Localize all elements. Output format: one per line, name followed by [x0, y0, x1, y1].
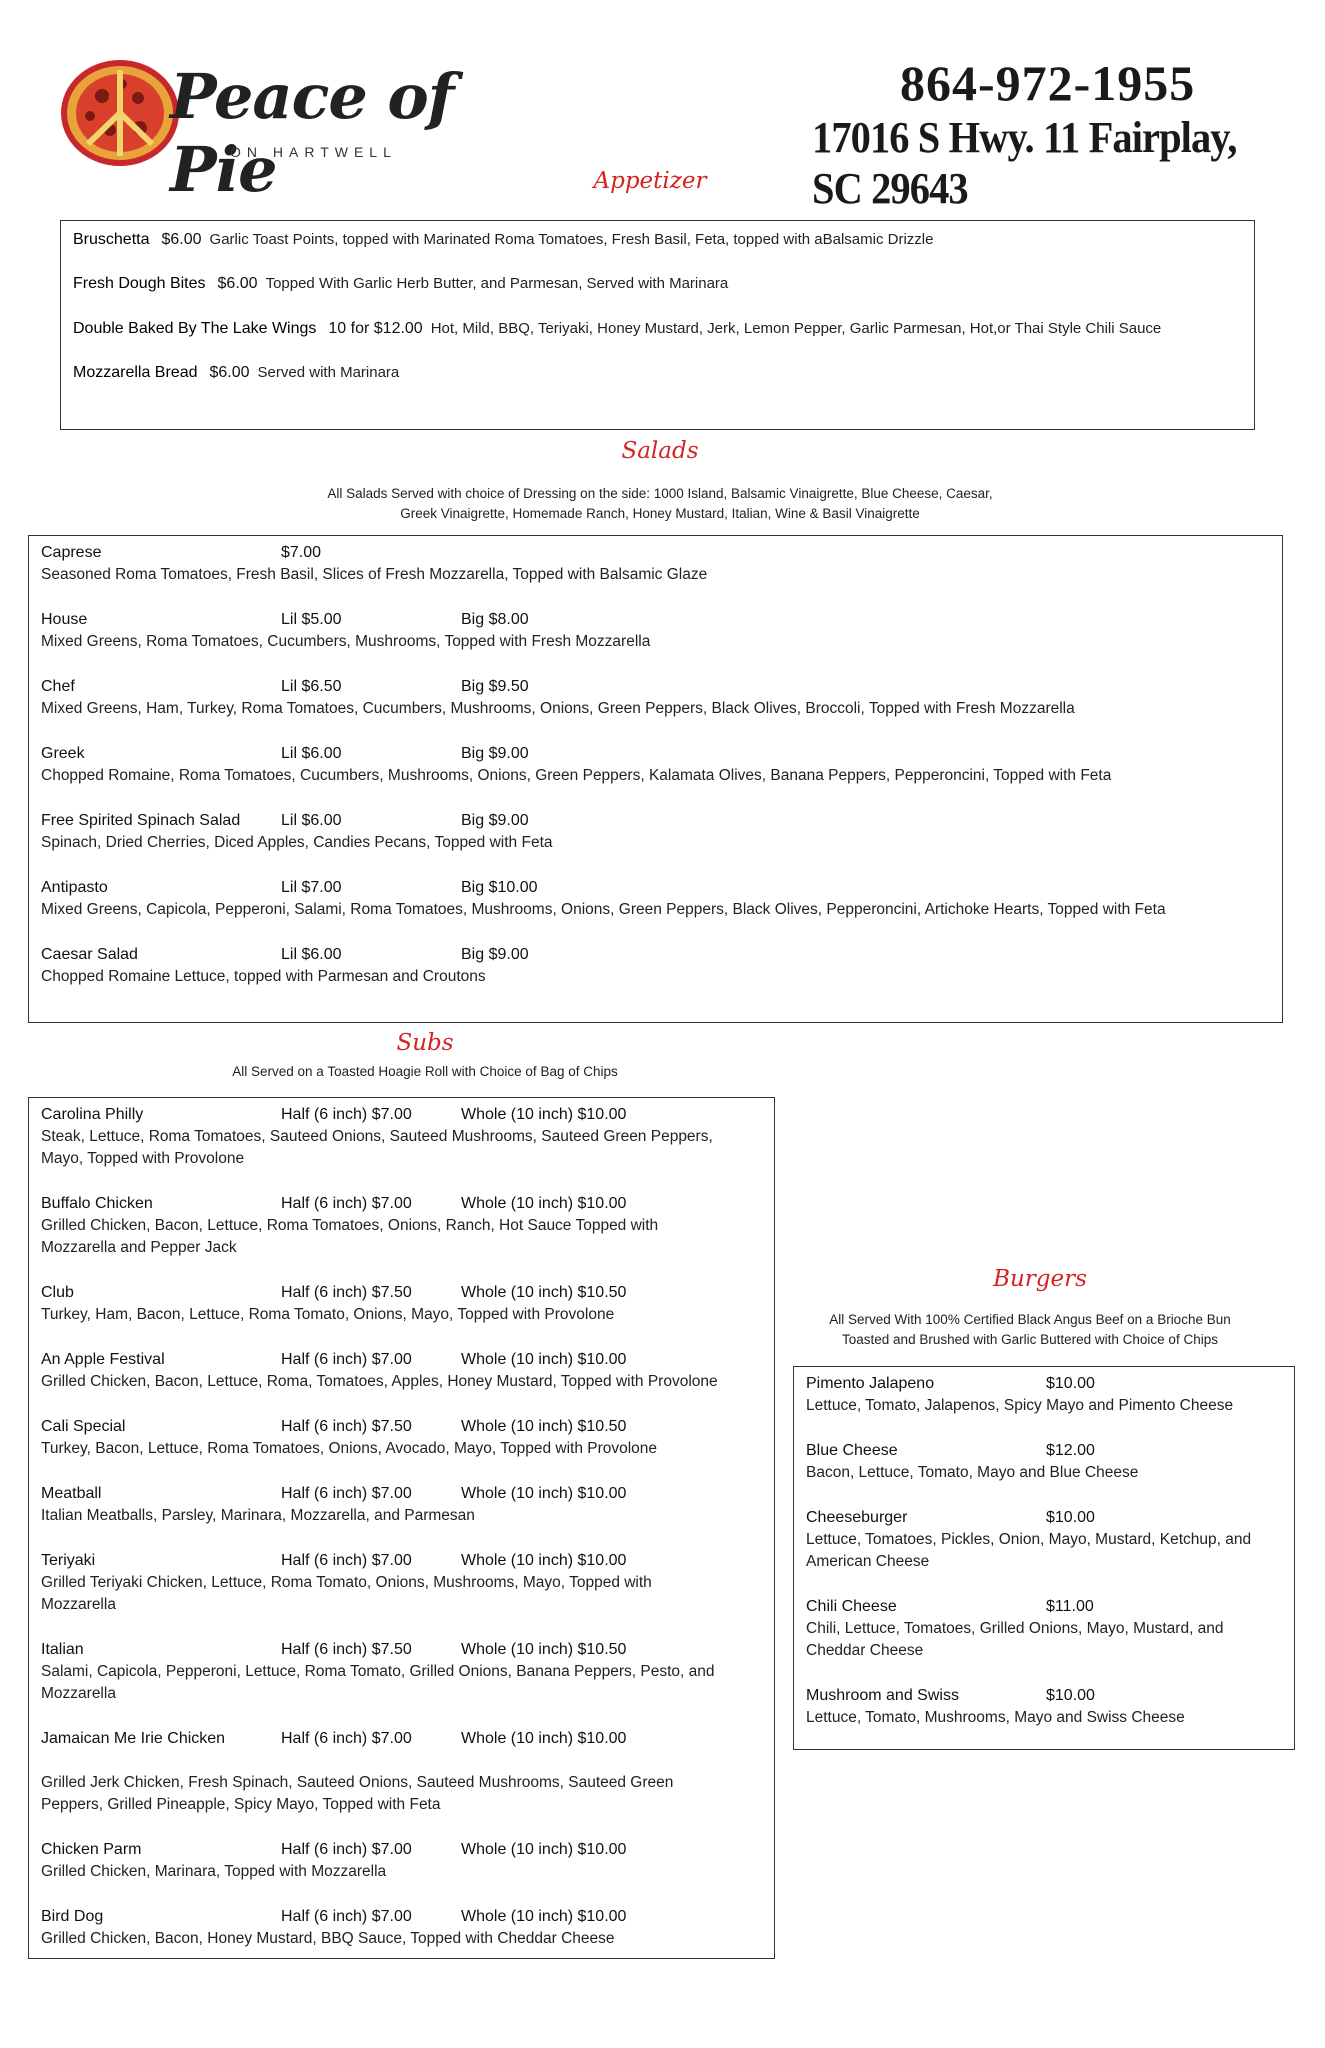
address: 17016 S Hwy. 11 Fairplay, SC 29643	[812, 113, 1237, 213]
item-desc-1: Italian Meatballs, Parsley, Marinara, Mozzarella, and Parmesan	[41, 1507, 475, 1524]
item-price-big: Big $9.00	[461, 812, 529, 829]
item-price-small: Lil $6.00	[281, 946, 342, 963]
list-item	[41, 877, 1270, 921]
list-item	[41, 1349, 762, 1393]
item-name: An Apple Festival	[41, 1351, 165, 1368]
item-desc-1: Grilled Jerk Chicken, Fresh Spinach, Sauteed Onions, Sauteed Mushrooms, Sauteed Green	[41, 1774, 674, 1791]
item-price-whole: Whole (10 inch) $10.00	[461, 1195, 627, 1212]
item-desc-1: Lettuce, Tomato, Jalapenos, Spicy Mayo and Pimento Cheese	[806, 1397, 1234, 1414]
item-price-half: Half (6 inch) $7.00	[281, 1841, 412, 1858]
item-desc-1: Steak, Lettuce, Roma Tomatoes, Sauteed Onions, Sauteed Mushrooms, Sauteed Green Peppers,	[41, 1128, 713, 1145]
item-name: Carolina Philly	[41, 1106, 144, 1123]
subs-title: Subs	[396, 1030, 454, 1056]
item-price-big: Big $9.00	[461, 946, 529, 963]
logo-text: Peace of Pie	[170, 60, 454, 206]
item-price-half: Half (6 inch) $7.00	[281, 1908, 412, 1925]
item-desc-1: Grilled Teriyaki Chicken, Lettuce, Roma Tomato, Onions, Mushrooms, Mayo, Topped with	[41, 1574, 652, 1591]
item-price-whole: Whole (10 inch) $10.00	[461, 1485, 627, 1502]
list-item	[73, 275, 1242, 293]
item-desc: Mixed Greens, Capicola, Pepperoni, Salami, Roma Tomatoes, Mushrooms, Onions, Green Peppers, Black Olives, Pepperoncini, Artichoke Hearts, Topped with Feta	[41, 901, 1166, 918]
item-price-whole: Whole (10 inch) $10.00	[461, 1841, 627, 1858]
item-name: House	[41, 611, 88, 628]
list-item	[41, 944, 1270, 988]
item-name: Chef	[41, 678, 75, 695]
item-desc-2: American Cheese	[806, 1553, 930, 1570]
item-desc-1: Grilled Chicken, Bacon, Lettuce, Roma, Tomatoes, Apples, Honey Mustard, Topped with Provolone	[41, 1373, 718, 1390]
item-desc-1: Bacon, Lettuce, Tomato, Mayo and Blue Cheese	[806, 1464, 1139, 1481]
item-desc: Mixed Greens, Ham, Turkey, Roma Tomatoes, Cucumbers, Mushrooms, Onions, Green Peppers, Black Olives, Broccoli, Topped with Fresh Mozzarella	[41, 700, 1075, 717]
item-desc-1: Grilled Chicken, Marinara, Topped with Mozzarella	[41, 1863, 387, 1880]
item-name: Caprese	[41, 544, 102, 561]
item-desc: Spinach, Dried Cherries, Diced Apples, Candies Pecans, Topped with Feta	[41, 834, 553, 851]
item-name: Meatball	[41, 1485, 102, 1502]
item-price-whole: Whole (10 inch) $10.50	[461, 1284, 627, 1301]
item-desc: Chopped Romaine Lettuce, topped with Parmesan and Croutons	[41, 968, 486, 985]
subs-note: All Served on a Toasted Hoagie Roll with Choice of Bag of Chips	[232, 1064, 618, 1079]
item-price-half: Half (6 inch) $7.00	[281, 1351, 412, 1368]
item-price-half: Half (6 inch) $7.00	[281, 1485, 412, 1502]
item-desc-1: Turkey, Ham, Bacon, Lettuce, Roma Tomato, Onions, Mayo, Topped with Provolone	[41, 1306, 615, 1323]
item-desc-2: Cheddar Cheese	[806, 1642, 924, 1659]
list-item	[41, 1104, 762, 1170]
item-desc: Seasoned Roma Tomatoes, Fresh Basil, Slices of Fresh Mozzarella, Topped with Balsamic Glaze	[41, 566, 708, 583]
salads-note-1: All Salads Served with choice of Dressing on the side: 1000 Island, Balsamic Vinaigrette, Blue Cheese, Caesar,	[327, 486, 993, 501]
item-price-half: Half (6 inch) $7.00	[281, 1552, 412, 1569]
item-name: Cali Special	[41, 1418, 126, 1435]
item-price-big: Big $9.50	[461, 678, 529, 695]
item-desc-1: Turkey, Bacon, Lettuce, Roma Tomatoes, Onions, Avocado, Mayo, Topped with Provolone	[41, 1440, 658, 1457]
list-item	[41, 542, 1270, 586]
item-desc-2: Mozzarella and Pepper Jack	[41, 1239, 237, 1256]
item-price: $6.00	[209, 364, 250, 381]
item-name: Mozzarella Bread	[73, 364, 198, 381]
item-price-whole: Whole (10 inch) $10.00	[461, 1730, 627, 1747]
salads-box	[28, 535, 1283, 1023]
item-price-whole: Whole (10 inch) $10.50	[461, 1418, 627, 1435]
item-price-small: Lil $6.00	[281, 745, 342, 762]
item-price-small: Lil $5.00	[281, 611, 342, 628]
item-name: Italian	[41, 1641, 84, 1658]
item-desc: Garlic Toast Points, topped with Marinated Roma Tomatoes, Fresh Basil, Feta, topped with aBalsamic Drizzle	[209, 231, 934, 248]
item-name: Cheeseburger	[806, 1509, 908, 1526]
item-name: Teriyaki	[41, 1552, 96, 1569]
list-item	[73, 364, 1242, 382]
salads-note-2: Greek Vinaigrette, Homemade Ranch, Honey Mustard, Italian, Wine & Basil Vinaigrette	[400, 506, 920, 521]
list-item	[41, 1728, 762, 1816]
list-item	[41, 1483, 762, 1527]
salads-title: Salads	[621, 438, 699, 464]
logo	[60, 58, 500, 206]
list-item	[41, 676, 1270, 720]
item-price: $12.00	[1046, 1442, 1095, 1459]
item-desc-1: Salami, Capicola, Pepperoni, Lettuce, Roma Tomato, Grilled Onions, Banana Peppers, Pesto, and	[41, 1663, 715, 1680]
list-item	[806, 1507, 1282, 1573]
item-name: Jamaican Me Irie Chicken	[41, 1730, 226, 1747]
item-price-whole: Whole (10 inch) $10.00	[461, 1552, 627, 1569]
item-price-half: Half (6 inch) $7.50	[281, 1284, 412, 1301]
list-item	[41, 743, 1270, 787]
item-price-whole: Whole (10 inch) $10.00	[461, 1351, 627, 1368]
list-item	[41, 1416, 762, 1460]
item-price-small: $7.00	[281, 544, 322, 561]
item-name: Mushroom and Swiss	[806, 1687, 959, 1704]
item-desc-1: Grilled Chicken, Bacon, Honey Mustard, BBQ Sauce, Topped with Cheddar Cheese	[41, 1930, 615, 1947]
item-desc-1: Lettuce, Tomato, Mushrooms, Mayo and Swiss Cheese	[806, 1709, 1185, 1726]
item-price: $11.00	[1046, 1598, 1094, 1615]
phone-number: 864-972-1955	[900, 55, 1196, 111]
item-price-big: Big $8.00	[461, 611, 529, 628]
item-desc-2: Mozzarella	[41, 1596, 116, 1613]
burgers-note-2: Toasted and Brushed with Garlic Buttered with Choice of Chips	[842, 1332, 1218, 1347]
list-item	[806, 1596, 1282, 1662]
list-item	[41, 1906, 762, 1950]
list-item	[41, 1282, 762, 1326]
list-item	[41, 1550, 762, 1616]
item-name: Caesar Salad	[41, 946, 138, 963]
item-name: Antipasto	[41, 879, 108, 896]
item-price-small: Lil $7.00	[281, 879, 342, 896]
list-item	[41, 810, 1270, 854]
item-price: $6.00	[161, 231, 202, 248]
item-price: $10.00	[1046, 1375, 1095, 1392]
burgers-title: Burgers	[993, 1266, 1087, 1292]
item-price: $10.00	[1046, 1687, 1095, 1704]
item-desc-1: Chili, Lettuce, Tomatoes, Grilled Onions, Mayo, Mustard, and	[806, 1620, 1224, 1637]
item-price: 10 for $12.00	[328, 320, 423, 337]
list-item	[41, 1193, 762, 1259]
pizza-logo-icon	[60, 58, 180, 168]
item-name: Pimento Jalapeno	[806, 1375, 935, 1392]
item-desc: Hot, Mild, BBQ, Teriyaki, Honey Mustard, Jerk, Lemon Pepper, Garlic Parmesan, Hot,or Thai Style Chili Sauce	[430, 320, 1162, 337]
list-item	[41, 609, 1270, 653]
item-desc-1: Lettuce, Tomatoes, Pickles, Onion, Mayo, Mustard, Ketchup, and	[806, 1531, 1252, 1548]
item-name: Greek	[41, 745, 85, 762]
list-item	[41, 1639, 762, 1705]
subs-box	[28, 1097, 775, 1959]
appetizer-title: Appetizer	[593, 168, 707, 194]
item-name: Bird Dog	[41, 1908, 104, 1925]
item-name: Free Spirited Spinach Salad	[41, 812, 241, 829]
burgers-note-1: All Served With 100% Certified Black Angus Beef on a Brioche Bun	[829, 1312, 1231, 1327]
item-price-big: Big $9.00	[461, 745, 529, 762]
item-price-half: Half (6 inch) $7.50	[281, 1418, 412, 1435]
list-item	[73, 231, 1242, 249]
item-name: Fresh Dough Bites	[73, 275, 206, 292]
list-item	[806, 1440, 1282, 1484]
item-desc-2: Mayo, Topped with Provolone	[41, 1150, 245, 1167]
item-name: Blue Cheese	[806, 1442, 898, 1459]
list-item	[806, 1685, 1282, 1729]
item-name: Club	[41, 1284, 74, 1301]
item-desc-2: Mozzarella	[41, 1685, 116, 1702]
item-desc: Chopped Romaine, Roma Tomatoes, Cucumbers, Mushrooms, Onions, Green Peppers, Kalamata Olives, Banana Peppers, Pepperoncini, Topped with Feta	[41, 767, 1112, 784]
item-name: Double Baked By The Lake Wings	[73, 320, 317, 337]
item-price-small: Lil $6.00	[281, 812, 342, 829]
logo-subtitle: ON HARTWELL	[230, 144, 397, 160]
item-price: $6.00	[217, 275, 258, 292]
item-name: Buffalo Chicken	[41, 1195, 153, 1212]
item-name: Chili Cheese	[806, 1598, 897, 1615]
list-item	[41, 1839, 762, 1883]
item-price-big: Big $10.00	[461, 879, 538, 896]
item-desc: Served with Marinara	[257, 364, 400, 381]
item-price-half: Half (6 inch) $7.00	[281, 1106, 412, 1123]
item-price-whole: Whole (10 inch) $10.50	[461, 1641, 627, 1658]
item-name: Bruschetta	[73, 231, 150, 248]
list-item	[806, 1373, 1282, 1417]
item-price: $10.00	[1046, 1509, 1095, 1526]
item-price-small: Lil $6.50	[281, 678, 342, 695]
item-desc-2: Peppers, Grilled Pineapple, Spicy Mayo, Topped with Feta	[41, 1796, 441, 1813]
item-desc: Topped With Garlic Herb Butter, and Parmesan, Served with Marinara	[265, 275, 729, 292]
list-item	[73, 320, 1242, 338]
item-desc: Mixed Greens, Roma Tomatoes, Cucumbers, Mushrooms, Topped with Fresh Mozzarella	[41, 633, 651, 650]
item-price-whole: Whole (10 inch) $10.00	[461, 1106, 627, 1123]
item-price-half: Half (6 inch) $7.00	[281, 1195, 412, 1212]
item-name: Chicken Parm	[41, 1841, 142, 1858]
item-price-whole: Whole (10 inch) $10.00	[461, 1908, 627, 1925]
item-price-half: Half (6 inch) $7.00	[281, 1730, 412, 1747]
burgers-box	[793, 1366, 1295, 1750]
appetizer-box	[60, 220, 1255, 430]
item-desc-1: Grilled Chicken, Bacon, Lettuce, Roma Tomatoes, Onions, Ranch, Hot Sauce Topped with	[41, 1217, 659, 1234]
item-price-half: Half (6 inch) $7.50	[281, 1641, 412, 1658]
